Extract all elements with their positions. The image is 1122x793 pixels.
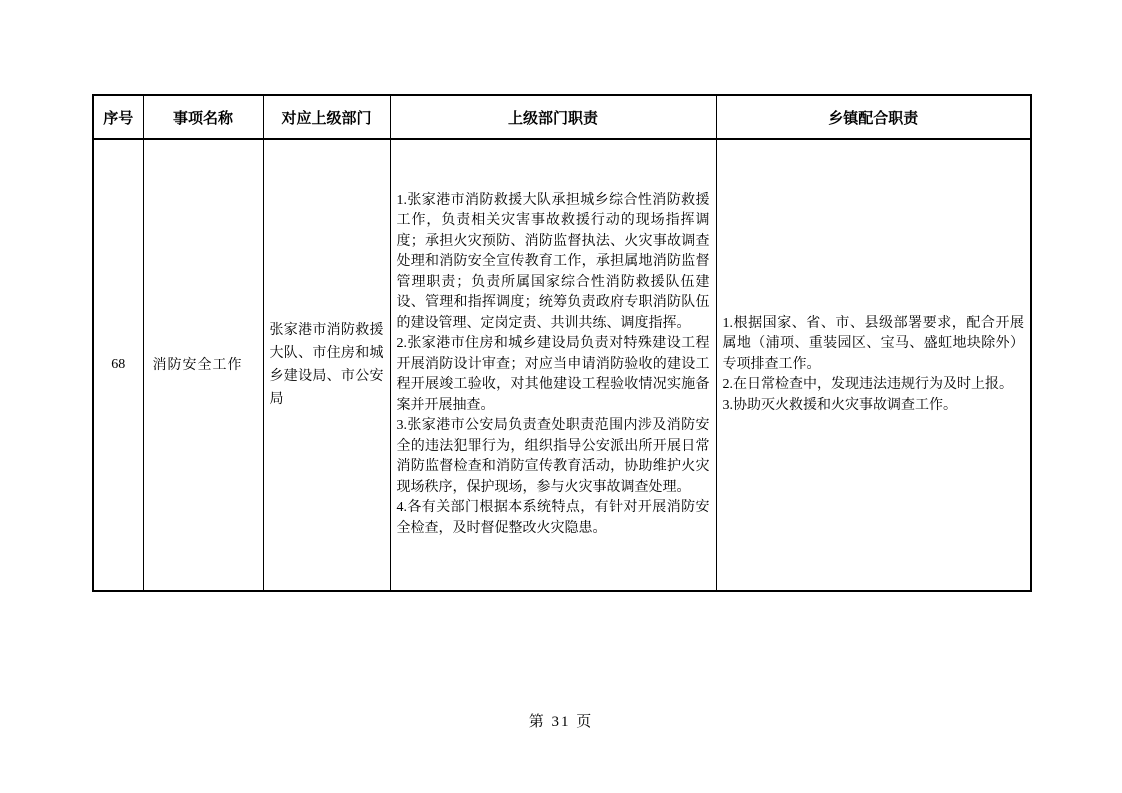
col-header-township-duties: 乡镇配合职责 bbox=[716, 95, 1031, 139]
cell-superior-department: 张家港市消防救援大队、市住房和城乡建设局、市公安局 bbox=[263, 139, 390, 591]
col-header-superior-duties: 上级部门职责 bbox=[390, 95, 716, 139]
cell-township-duties bbox=[716, 139, 1031, 591]
table-row bbox=[93, 139, 1031, 591]
superior-duty-paragraph: 3.张家港市公安局负责查处职责范围内涉及消防安全的违法犯罪行为，组织指导公安派出所开展日常消防监督检查和消防宣传教育活动，协助维护火灾现场秩序，保护现场，参与火灾事故调查处理。 bbox=[396, 418, 710, 495]
page-number: 第 31 页 bbox=[528, 714, 594, 730]
cell-item-name: 消防安全工作 bbox=[143, 139, 263, 591]
township-duty-paragraph: 1.根据国家、省、市、县级部署要求，配合开展属地（浦项、重装园区、宝马、盛虹地块除外）专项排查工作。 bbox=[722, 315, 1024, 372]
col-header-item-name: 事项名称 bbox=[143, 95, 263, 139]
township-duty-paragraph: 3.协助灭火救援和火灾事故调查工作。 bbox=[722, 397, 957, 413]
cell-serial-number: 68 bbox=[93, 139, 143, 591]
cell-superior-duties bbox=[390, 139, 716, 591]
township-duty-paragraph: 2.在日常检查中，发现违法违规行为及时上报。 bbox=[722, 377, 1013, 393]
superior-duty-paragraph: 2.张家港市住房和城乡建设局负责对特殊建设工程开展消防设计审查；对应当申请消防验收的建设工程开展竣工验收，对其他建设工程验收情况实施备案并开展抽查。 bbox=[396, 336, 710, 413]
col-header-serial: 序号 bbox=[93, 95, 143, 139]
col-header-superior-department: 对应上级部门 bbox=[263, 95, 390, 139]
responsibilities-table bbox=[92, 94, 1032, 592]
superior-duty-paragraph: 4.各有关部门根据本系统特点，有针对开展消防安全检查，及时督促整改火灾隐患。 bbox=[396, 500, 710, 536]
superior-duty-paragraph: 1.张家港市消防救援大队承担城乡综合性消防救援工作，负责相关灾害事故救援行动的现场指挥调度；承担火灾预防、消防监督执法、火灾事故调查处理和消防安全宣传教育工作，承担属地消防监督管理职责；负责所属国家综合性消防救援队伍建设、管理和指挥调度；统筹负责政府专职消防队伍的建设管理、定岗定责、共训共练、调度指挥。 bbox=[396, 192, 710, 331]
table-header-row bbox=[93, 95, 1031, 139]
